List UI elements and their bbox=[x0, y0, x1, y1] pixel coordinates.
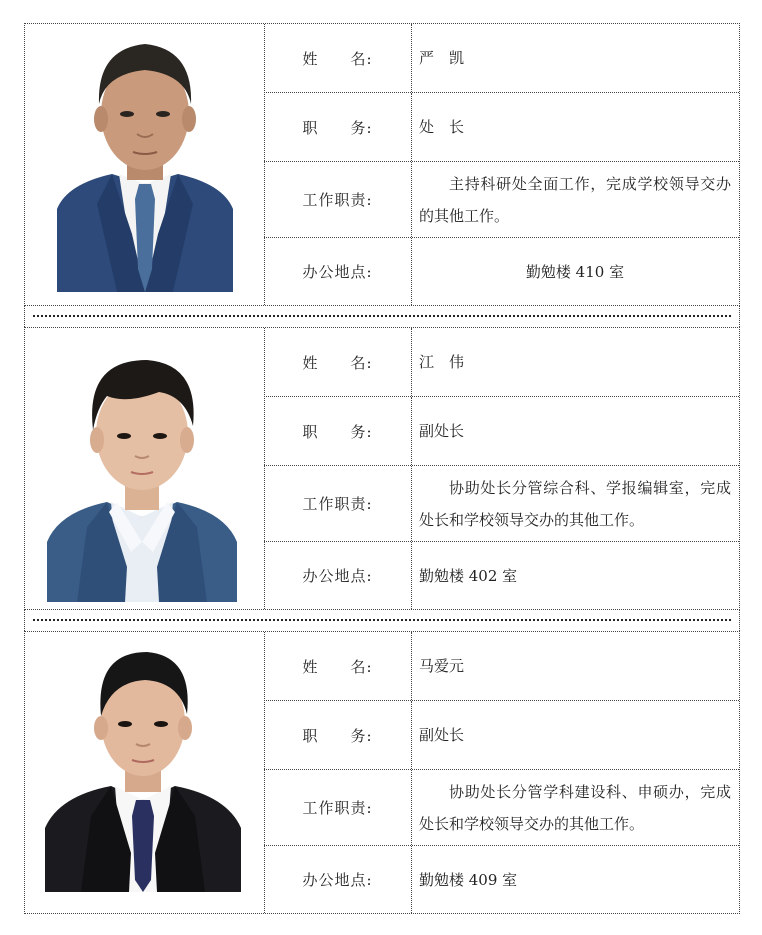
name-label: 姓 名: bbox=[264, 24, 412, 92]
photo-cell bbox=[25, 632, 265, 913]
photo-cell bbox=[25, 328, 265, 609]
office-value: 勤勉楼 402 室 bbox=[419, 566, 518, 585]
row-duties bbox=[264, 162, 739, 238]
office-value: 勤勉楼 409 室 bbox=[419, 870, 518, 889]
separator bbox=[24, 305, 740, 327]
position-value: 处 长 bbox=[419, 118, 465, 136]
row-office bbox=[264, 238, 739, 305]
separator bbox=[24, 609, 740, 631]
portrait-photo bbox=[47, 352, 237, 602]
portrait-photo bbox=[45, 648, 241, 892]
duties-value: 协助处长分管综合科、学报编辑室，完成处长和学校领导交办的其他工作。 bbox=[419, 478, 731, 529]
row-position bbox=[264, 397, 739, 466]
name-label: 姓 名: bbox=[264, 328, 412, 396]
duties-value: 协助处长分管学科建设科、申硕办，完成处长和学校领导交办的其他工作。 bbox=[419, 782, 731, 833]
name-value: 江 伟 bbox=[419, 353, 465, 371]
duties-label: 工作职责: bbox=[264, 162, 412, 237]
office-label: 办公地点: bbox=[264, 846, 412, 913]
name-value: 严 凯 bbox=[419, 49, 465, 67]
portrait-photo bbox=[57, 34, 233, 292]
staff-card-3 bbox=[24, 631, 740, 914]
duties-label: 工作职责: bbox=[264, 770, 412, 845]
position-label: 职 务: bbox=[264, 397, 412, 465]
name-value: 马爱元 bbox=[419, 657, 465, 675]
staff-card-2 bbox=[24, 327, 740, 610]
row-position bbox=[264, 93, 739, 162]
row-duties bbox=[264, 466, 739, 542]
row-office bbox=[264, 846, 739, 913]
duties-label: 工作职责: bbox=[264, 466, 412, 541]
photo-cell bbox=[25, 24, 265, 305]
row-name bbox=[264, 328, 739, 397]
name-label: 姓 名: bbox=[264, 632, 412, 700]
position-label: 职 务: bbox=[264, 93, 412, 161]
position-value: 副处长 bbox=[419, 422, 465, 440]
position-value: 副处长 bbox=[419, 726, 465, 744]
row-duties bbox=[264, 770, 739, 846]
row-name bbox=[264, 632, 739, 701]
duties-value: 主持科研处全面工作，完成学校领导交办的其他工作。 bbox=[419, 174, 731, 225]
office-value: 勤勉楼 410 室 bbox=[525, 262, 625, 281]
row-name bbox=[264, 24, 739, 93]
position-label: 职 务: bbox=[264, 701, 412, 769]
row-position bbox=[264, 701, 739, 770]
staff-card-1 bbox=[24, 23, 740, 306]
office-label: 办公地点: bbox=[264, 542, 412, 609]
office-label: 办公地点: bbox=[264, 238, 412, 305]
row-office bbox=[264, 542, 739, 609]
